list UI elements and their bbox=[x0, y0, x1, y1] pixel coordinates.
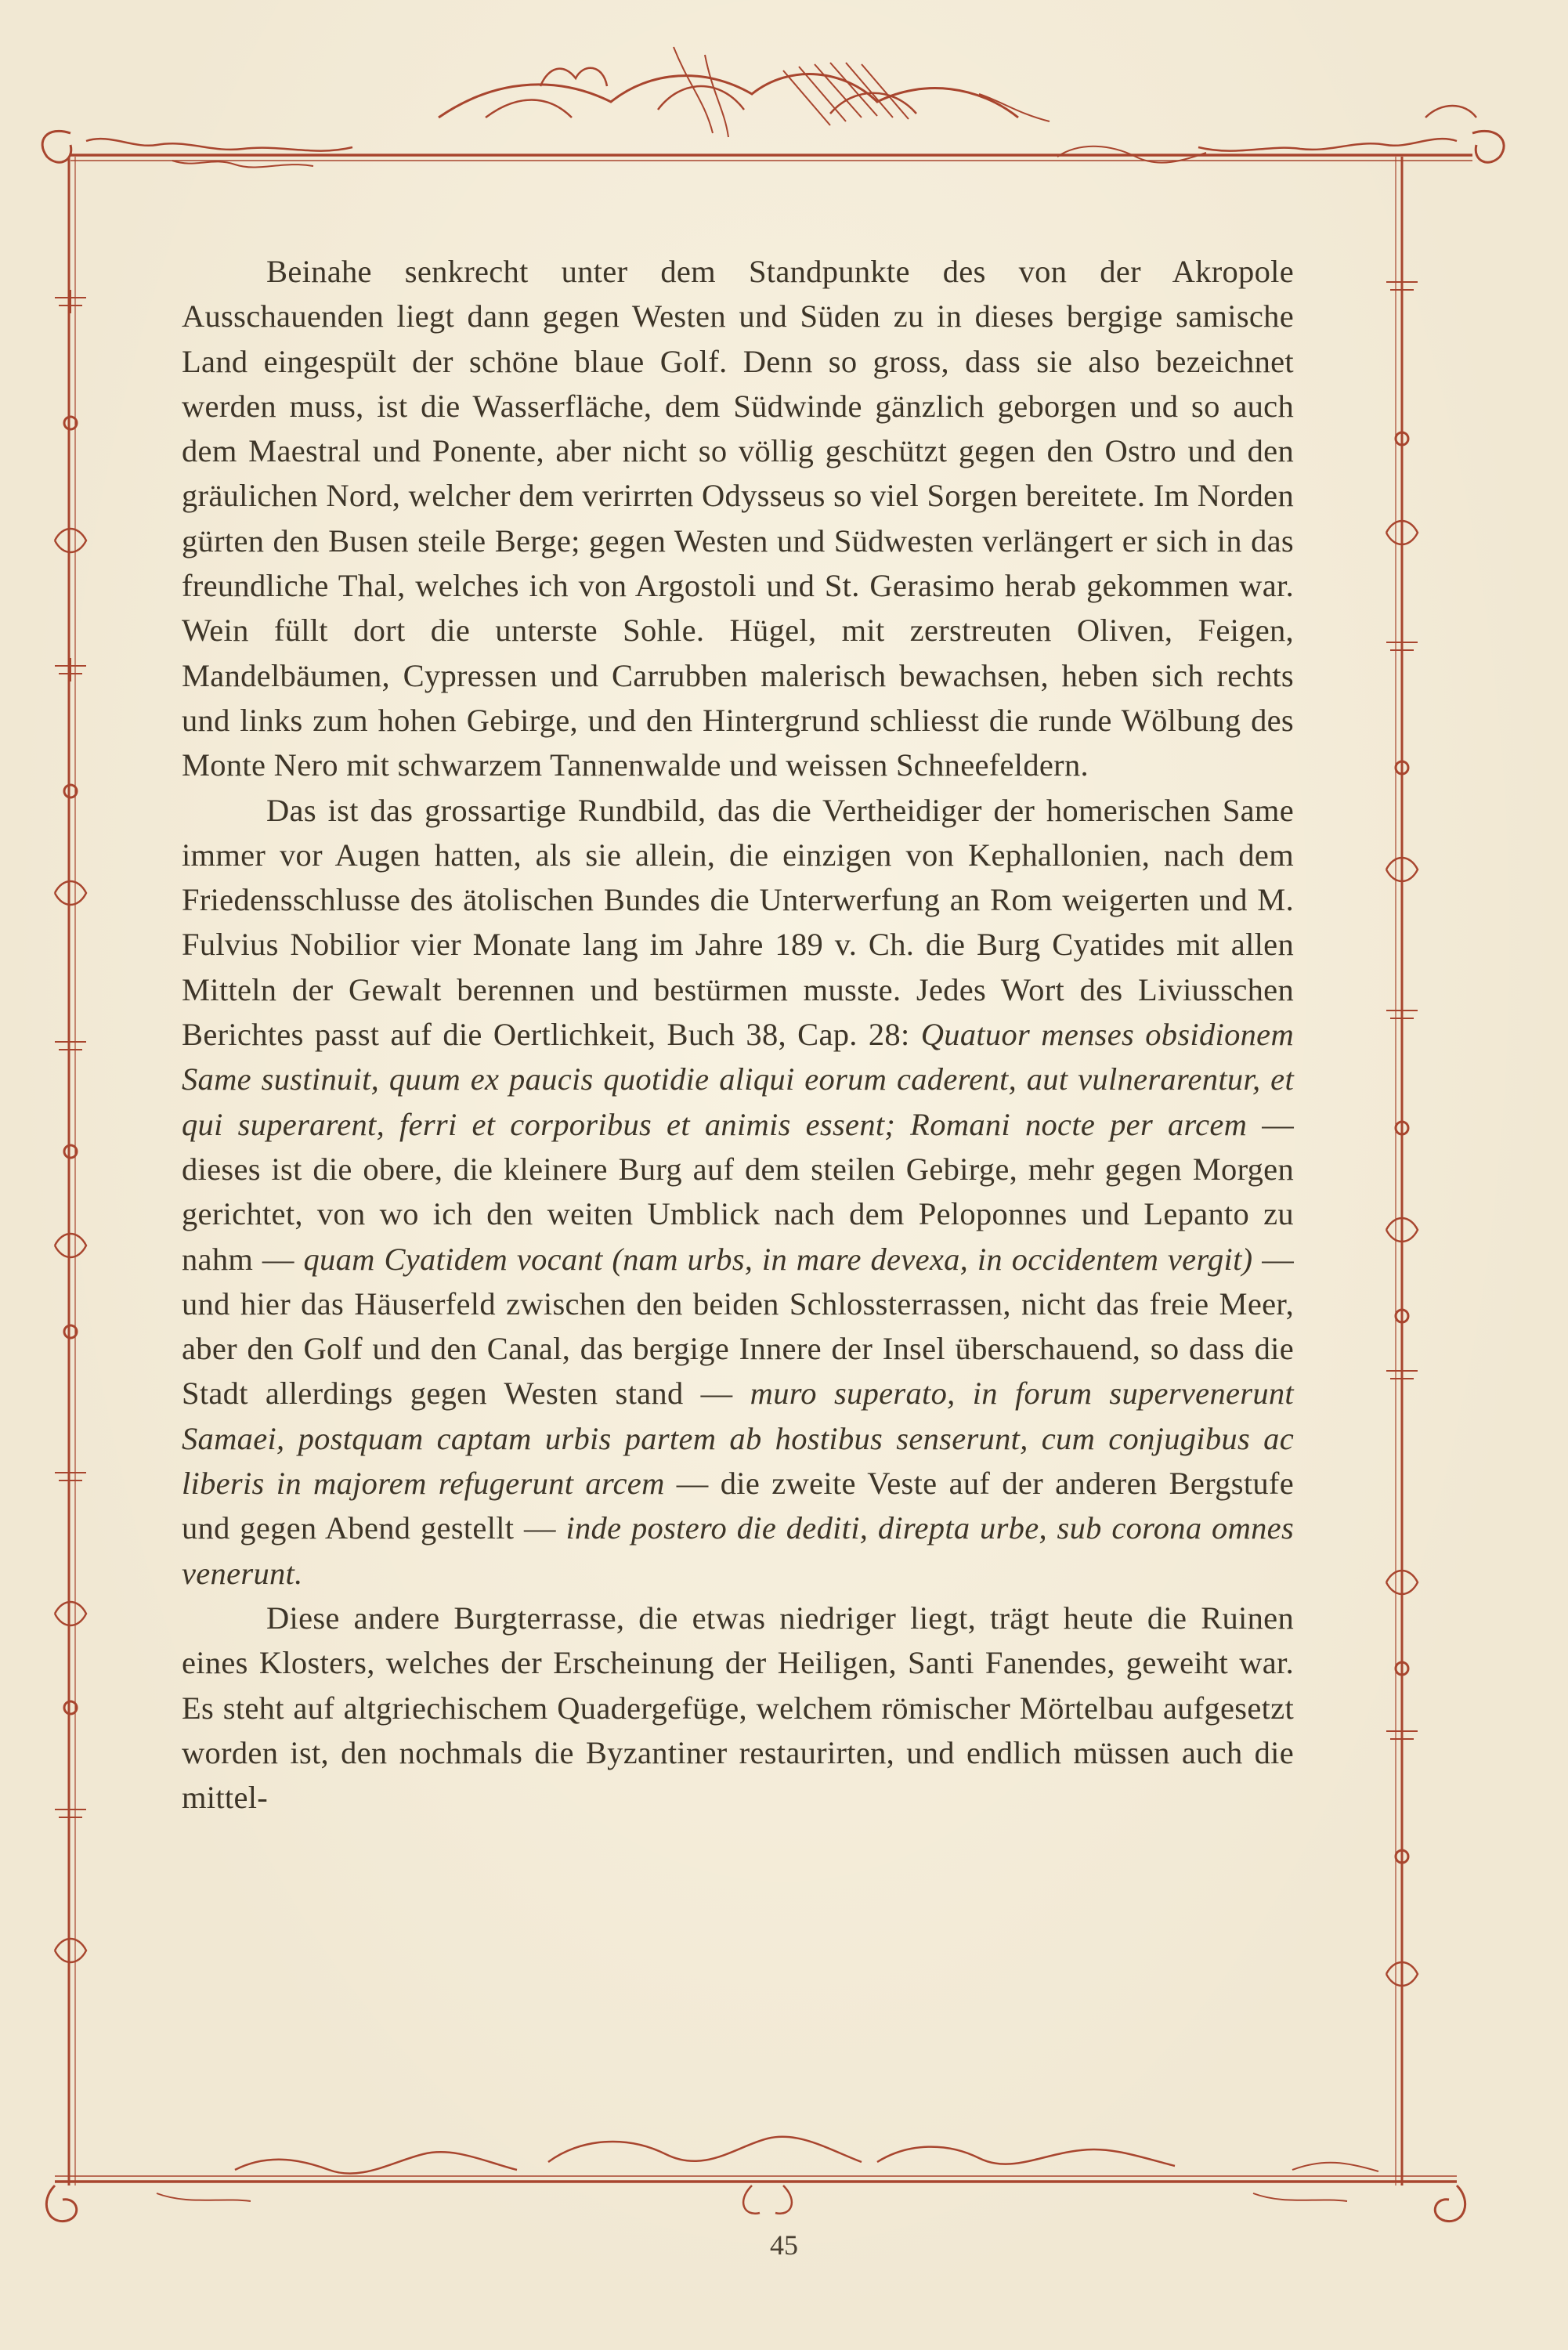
page-number: 45 bbox=[770, 2229, 798, 2261]
scroll-garland-bottom-icon bbox=[46, 2137, 1465, 2222]
latin-quote-4: inde postero die dediti, direpta urbe, sub corona omnes venerunt. bbox=[182, 1510, 1295, 1591]
paragraph-2-span-3: — dieses ist die obere, die kleinere Burg auf dem steilen Gebirge, mehr gegen Morgen gerichtet, von wo ich den weiten Umblick nach dem Peloponnes und Lepanto zu nahm — bbox=[182, 1106, 1294, 1277]
body-text bbox=[182, 249, 1294, 1820]
latin-quote-1: Quatuor menses obsidionem Same sustinuit, quum ex paucis quotidie aliqui eorum caderent, aut vulnerarentur, et qui superarent, ferri et corporibus et animis essent; Romani nocte per arcem bbox=[182, 1017, 1294, 1142]
paragraph-1-text: Beinahe senkrecht unter dem Standpunkte des von der Akropole Ausschauenden liegt dann gegen Westen und Süden zu in dieses bergige samische Land eingespült der schöne blaue Golf. Denn so gross, dass sie also bezeichnet werden muss, ist die Wasserfläche, dem Südwinde gänzlich geborgen und so auch dem Maestral und Ponente, aber nicht so völlig geschützt gegen den Ostro und den gräulichen Nord, welcher dem verirrten Odysseus so viel Sorgen bereitete. Im Norden gürten den Busen steile Berge; gegen Westen und Südwesten verlängert er sich in das freundliche Thal, welches ich von Argostoli und St. Gerasimo herab gekommen war. Wein füllt dort die unterste Sohle. Hügel, mit zerstreuten Oliven, Feigen, Mandelbäumen, Cypressen und Carrubben malerisch bewachsen, heben sich rechts und links zum hohen Gebirge, und den Hintergrund schliesst die runde Wölbung des Monte Nero mit schwarzem Tannenwalde und weissen Schneefeldern. bbox=[182, 254, 1294, 783]
paragraph-3-text: Diese andere Burgterrasse, die etwas niedriger liegt, trägt heute die Ruinen eines Klosters, welches der Erscheinung der Heiligen, Santi Fanendes, geweiht war. Es steht auf altgriechischem Quadergefüge, welchem römischer Mörtelbau aufgesetzt worden ist, den nochmals die Byzantiner restaurirten, und endlich müssen auch die mittel- bbox=[182, 1600, 1294, 1816]
paragraph-2-span-1: Das ist das grossartige Rundbild, das die Vertheidiger der homerischen Same immer vor Augen hatten, als sie allein, die einzigen von Kephallonien, nach dem Friedensschlusse des ätolischen Bundes die Unterwerfung an Rom weigerten und M. Fulvius Nobilior vier Monate lang im Jahre 189 v. Ch. die Burg Cyatides mit allen Mitteln der Gewalt berennen und bestürmen musste. Jedes Wort des Liviusschen Berichtes passt auf die Oertlichkeit, Buch 38, Cap. 28: bbox=[182, 792, 1294, 1053]
paragraph-2-span-5: — und hier das Häuserfeld zwischen den beiden Schlossterrassen, nicht das freie Meer, aber den Golf und den Canal, das bergige Innere der Insel überschauend, so dass die Stadt allerdings gegen Westen stand — bbox=[182, 1241, 1294, 1412]
paragraph-3 bbox=[182, 1596, 1294, 1820]
paragraph-2-span-7: — die zweite Veste auf der anderen Bergstufe und gegen Abend gestellt — bbox=[182, 1466, 1294, 1546]
paragraph-1 bbox=[182, 249, 1294, 788]
paragraph-2 bbox=[182, 788, 1294, 1596]
vine-border-left-icon bbox=[55, 157, 86, 2186]
latin-quote-2: quam Cyatidem vocant (nam urbs, in mare devexa, in occidentem vergit) bbox=[303, 1241, 1253, 1277]
vine-border-right-icon bbox=[1386, 157, 1418, 2186]
latin-quote-3: muro superato, in forum supervenerunt Samaei, postquam captam urbis partem ab hostibus senserunt, cum conjugibus ac liberis in majorem refugerunt arcem bbox=[182, 1376, 1294, 1502]
floral-garland-top-icon bbox=[42, 47, 1504, 168]
